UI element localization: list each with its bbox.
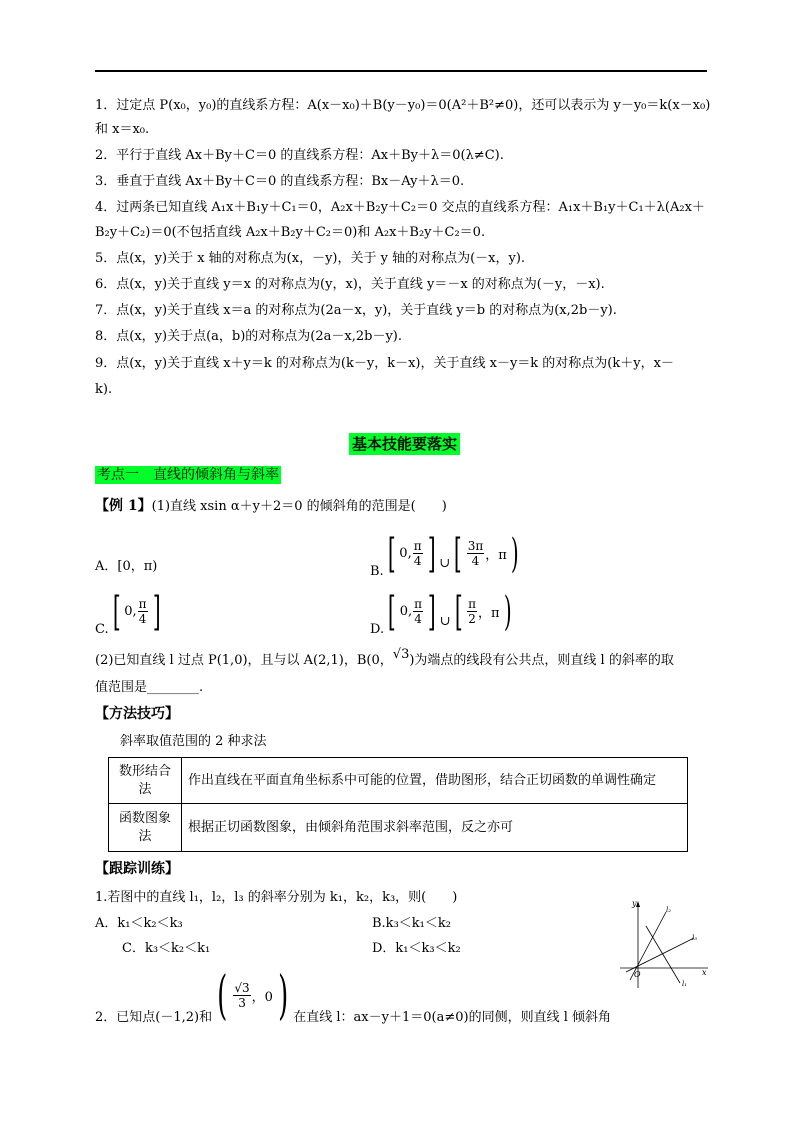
method-intro: 斜率取值范围的 2 种求法 — [120, 734, 267, 749]
topic-label: 考点一 直线的倾斜角与斜率 — [97, 467, 279, 483]
option-b-label: B. — [370, 564, 384, 579]
table-cell: 函数图象法 — [109, 804, 182, 852]
method-label: 【方法技巧】 — [95, 706, 179, 722]
option-a: A．[0，π) — [95, 559, 158, 574]
origin-label: O — [634, 970, 641, 979]
sqrt3: √3 — [392, 647, 410, 662]
interval: [ 0, $\frac{\pi}{4}$ ] — [387, 588, 436, 635]
formula-line: 5．点(x，y)关于 x 轴的对称点为(x，－y)，关于 y 轴的对称点为(－x，y). — [95, 251, 526, 266]
x-axis-label: x — [702, 968, 707, 977]
practice-question-2 — [95, 966, 611, 1025]
denominator: 4 — [413, 554, 422, 568]
table-cell: 根据正切函数图象，由倾斜角范围求斜率范围，反之亦可 — [182, 804, 688, 852]
formula-line: 7．点(x，y)关于直线 x＝a 的对称点为(2a－x，y)，关于直线 y＝b 的对称点为(x,2b－y). — [95, 303, 617, 318]
point-y: ，0 — [251, 990, 273, 1005]
option-d — [370, 586, 515, 637]
l1-label: l₁ — [682, 980, 688, 988]
practice-q2-part-2: 在直线 l：ax－y＋1＝0(a≠0)的同侧，则直线 l 倾斜角 — [293, 1010, 611, 1025]
question-2-part-2: )为端点的线段有公共点，则直线 l 的斜率的取 — [409, 653, 674, 668]
table-cell: 数形结合法 — [109, 758, 182, 804]
denominator: 4 — [414, 612, 422, 626]
y-axis-label: y — [632, 899, 637, 908]
denominator: 4 — [138, 612, 147, 626]
method-table — [108, 757, 688, 852]
interval: [ 0, $\frac{\pi}{4}$ ] — [387, 530, 436, 577]
practice-label: 【跟踪训练】 — [95, 861, 179, 877]
formula-line: k). — [95, 382, 113, 397]
line-l1 — [646, 926, 680, 983]
interval-end: ，π — [485, 548, 507, 563]
numerator: π — [138, 597, 147, 611]
fraction — [413, 539, 423, 568]
numerator: π — [413, 539, 422, 553]
option-d-label: D. — [370, 622, 385, 637]
option-b — [370, 528, 522, 579]
numerator: π — [414, 597, 422, 611]
lines-figure — [618, 898, 710, 990]
denominator: 2 — [468, 612, 476, 626]
formula-line: 8．点(x，y)关于点(a，b)的对称点为(2a－x,2b－y). — [95, 329, 403, 344]
point-expression: ( $\frac{√3}{3}$ ，0 ) — [217, 965, 289, 1026]
practice-option-b: B.k₃＜k₁＜k₂ — [372, 916, 451, 931]
formula-line: 4．过两条已知直线 A₁x＋B₁y＋C₁＝0，A₂x＋B₂y＋C₂＝0 交点的直线系方程：A₁x＋B₁y＋C₁＋λ(A₂x＋ — [95, 200, 705, 215]
l3-label: l₃ — [692, 934, 698, 942]
example-question-1: (1)直线 xsin α＋y＋2＝0 的倾斜角的范围是( ) — [151, 499, 447, 514]
interval: [ $\frac{3\pi}{4}$ ，π ) — [454, 530, 519, 577]
formula-line: 6．点(x，y)关于直线 y＝x 的对称点为(y，x)，关于直线 y＝－x 的对称点为(－y，－x). — [95, 277, 605, 292]
interval-start: 0, — [399, 546, 412, 561]
example-label: 【例 1】 — [95, 498, 152, 514]
denominator: 3 — [238, 996, 246, 1010]
l2-label: l₂ — [666, 906, 672, 914]
union-symbol: ∪ — [439, 556, 451, 571]
numerator: 3π — [467, 539, 484, 553]
practice-option-c: C．k₃＜k₂＜k₁ — [122, 941, 211, 956]
fraction — [138, 597, 148, 626]
numerator: π — [468, 597, 477, 611]
numerator: √3 — [234, 981, 250, 995]
practice-option-d: D．k₁＜k₃＜k₂ — [372, 941, 461, 956]
interval-start: 0, — [399, 604, 413, 619]
formula-line: 1．过定点 P(x₀，y₀)的直线系方程：A(x－x₀)＋B(y－y₀)＝0(A²＋B²≠0)，还可以表示为 y－y₀＝k(x－x₀) — [95, 98, 711, 113]
header-rule — [95, 70, 707, 72]
interval-end: ，π — [478, 606, 500, 621]
fraction — [467, 539, 485, 568]
option-c-label: C. — [95, 622, 109, 637]
table-row — [109, 804, 688, 852]
practice-q2-part-1: 2．已知点(－1,2)和 — [95, 1010, 213, 1025]
formula-line: 2．平行于直线 Ax＋By＋C＝0 的直线系方程：Ax＋By＋λ＝0(λ≠C). — [95, 148, 504, 163]
table-row — [109, 758, 688, 804]
interval: [ $\frac{\pi}{2}$ ，π ) — [454, 588, 512, 635]
fraction — [413, 597, 423, 626]
formula-line: 3．垂直于直线 Ax＋By＋C＝0 的直线系方程：Bx－Ay＋λ＝0. — [95, 174, 465, 189]
union-symbol: ∪ — [439, 614, 451, 629]
fraction — [467, 597, 477, 626]
fraction — [233, 981, 250, 1010]
example-question-2-cont: 值范围是________. — [95, 680, 204, 695]
practice-question-1: 1.若图中的直线 l₁，l₂，l₃ 的斜率分别为 k₁，k₂，k₃，则( ) — [95, 890, 458, 905]
formula-line: 9．点(x，y)关于直线 x＋y＝k 的对称点为(k－y，k－x)，关于直线 x－y＝k 的对称点为(k＋y，x－ — [95, 356, 674, 371]
practice-option-a: A．k₁＜k₂＜k₃ — [95, 916, 183, 931]
denominator: 4 — [471, 554, 480, 568]
example-question-2 — [95, 647, 674, 670]
section-title: 基本技能要落实 — [349, 433, 460, 455]
option-c — [95, 586, 164, 637]
interval: [ 0, $\frac{\pi}{4}$ ] — [112, 588, 161, 635]
question-2-part-1: (2)已知直线 l 过点 P(1,0)，且与以 A(2,1)，B(0， — [95, 653, 393, 668]
formula-line: 和 x＝x₀. — [95, 122, 150, 137]
table-cell: 作出直线在平面直角坐标系中可能的位置，借助图形，结合正切函数的单调性确定 — [182, 758, 688, 804]
line-l3 — [626, 938, 694, 972]
interval-start: 0, — [124, 604, 137, 619]
formula-line: B₂y＋C₂)＝0(不包括直线 A₂x＋B₂y＋C₂＝0)和 A₂x＋B₂y＋C₂＝0. — [95, 225, 486, 240]
